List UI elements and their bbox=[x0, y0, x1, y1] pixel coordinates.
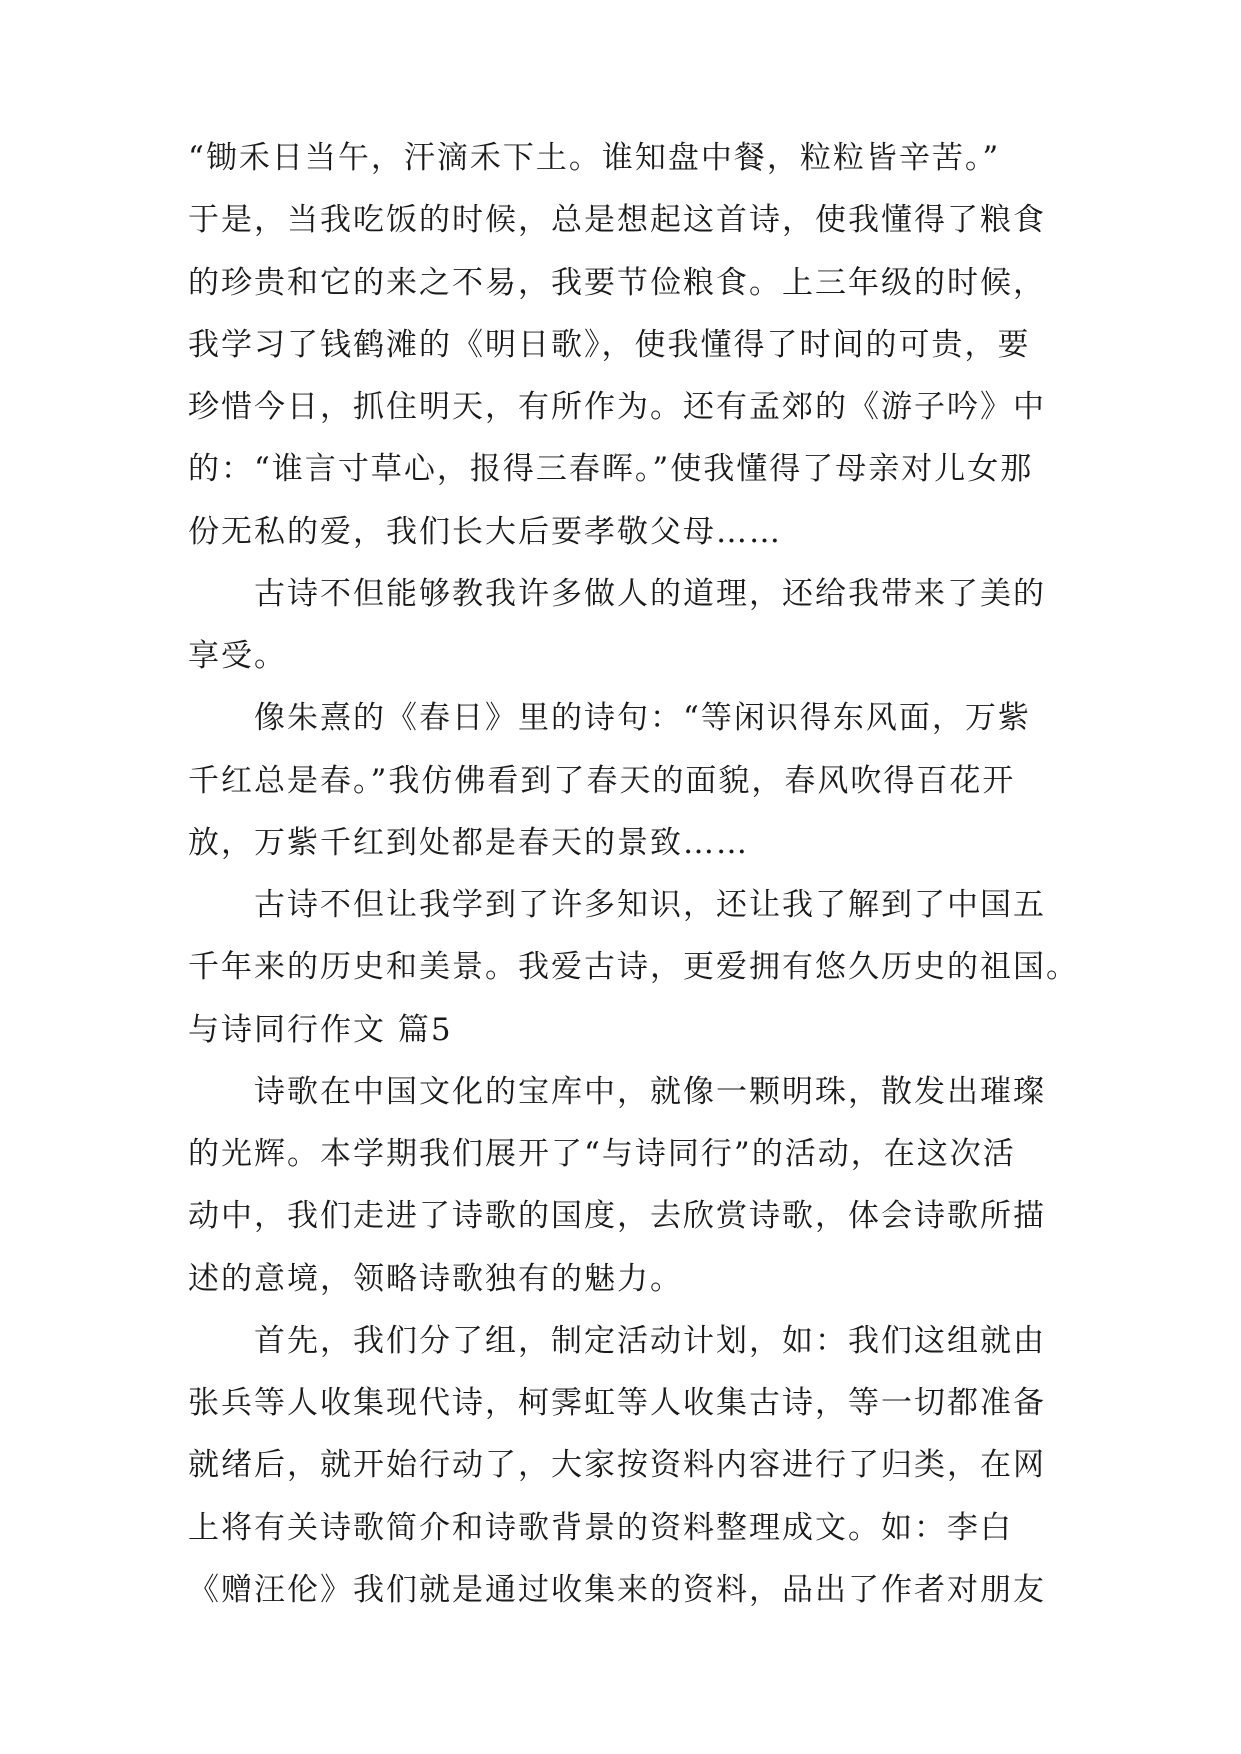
text-line: 于是，当我吃饭的时候，总是想起这首诗，使我懂得了粮食 bbox=[188, 202, 1046, 238]
text-line: 上将有关诗歌简介和诗歌背景的资料整理成文。如：李白 bbox=[188, 1510, 1013, 1546]
text-line: 的珍贵和它的来之不易，我要节俭粮食。上三年级的时候， bbox=[188, 265, 1046, 301]
text-line: 诗歌在中国文化的宝库中，就像一颗明珠，散发出璀璨 bbox=[254, 1074, 1046, 1110]
text-line: 古诗不但让我学到了许多知识，还让我了解到了中国五 bbox=[254, 887, 1046, 923]
text-line: 述的意境，领略诗歌独有的魅力。 bbox=[188, 1261, 683, 1297]
text-line: 《赠汪伦》我们就是通过收集来的资料，品出了作者对朋友 bbox=[188, 1572, 1046, 1608]
text-line: 像朱熹的《春日》里的诗句：“等闲识得东风面，万紫 bbox=[254, 700, 1031, 736]
text-line: 古诗不但能够教我许多做人的道理，还给我带来了美的 bbox=[254, 576, 1046, 612]
text-line: 就绪后，就开始行动了，大家按资料内容进行了归类，在网 bbox=[188, 1447, 1046, 1483]
text-line: 放，万紫千红到处都是春天的景致…… bbox=[188, 825, 749, 861]
text-line: 动中，我们走进了诗歌的国度，去欣赏诗歌，体会诗歌所描 bbox=[188, 1198, 1046, 1234]
text-line: 我学习了钱鹤滩的《明日歌》，使我懂得了时间的可贵，要 bbox=[188, 327, 1031, 363]
text-line: 首先，我们分了组，制定活动计划，如：我们这组就由 bbox=[254, 1323, 1046, 1359]
text-line: 份无私的爱，我们长大后要孝敬父母…… bbox=[188, 514, 782, 550]
text-line: 千年来的历史和美景。我爱古诗，更爱拥有悠久历史的祖国。 bbox=[188, 949, 1079, 985]
text-line: 享受。 bbox=[188, 638, 287, 674]
text-line: 张兵等人收集现代诗，柯霁虹等人收集古诗，等一切都准备 bbox=[188, 1385, 1046, 1421]
text-line: 的：“谁言寸草心，报得三春晖。”使我懂得了母亲对儿女那 bbox=[188, 451, 1034, 487]
text-line: 的光辉。本学期我们展开了“与诗同行”的活动，在这次活 bbox=[188, 1136, 1016, 1172]
text-line: 珍惜今日，抓住明天，有所作为。还有孟郊的《游子吟》中 bbox=[188, 389, 1046, 425]
text-line: 千红总是春。”我仿佛看到了春天的面貌，春风吹得百花开 bbox=[188, 763, 1016, 799]
text-line: “锄禾日当午，汗滴禾下土。谁知盘中餐，粒粒皆辛苦。” bbox=[188, 140, 1001, 176]
section-heading: 与诗同行作文 篇5 bbox=[188, 1012, 453, 1048]
